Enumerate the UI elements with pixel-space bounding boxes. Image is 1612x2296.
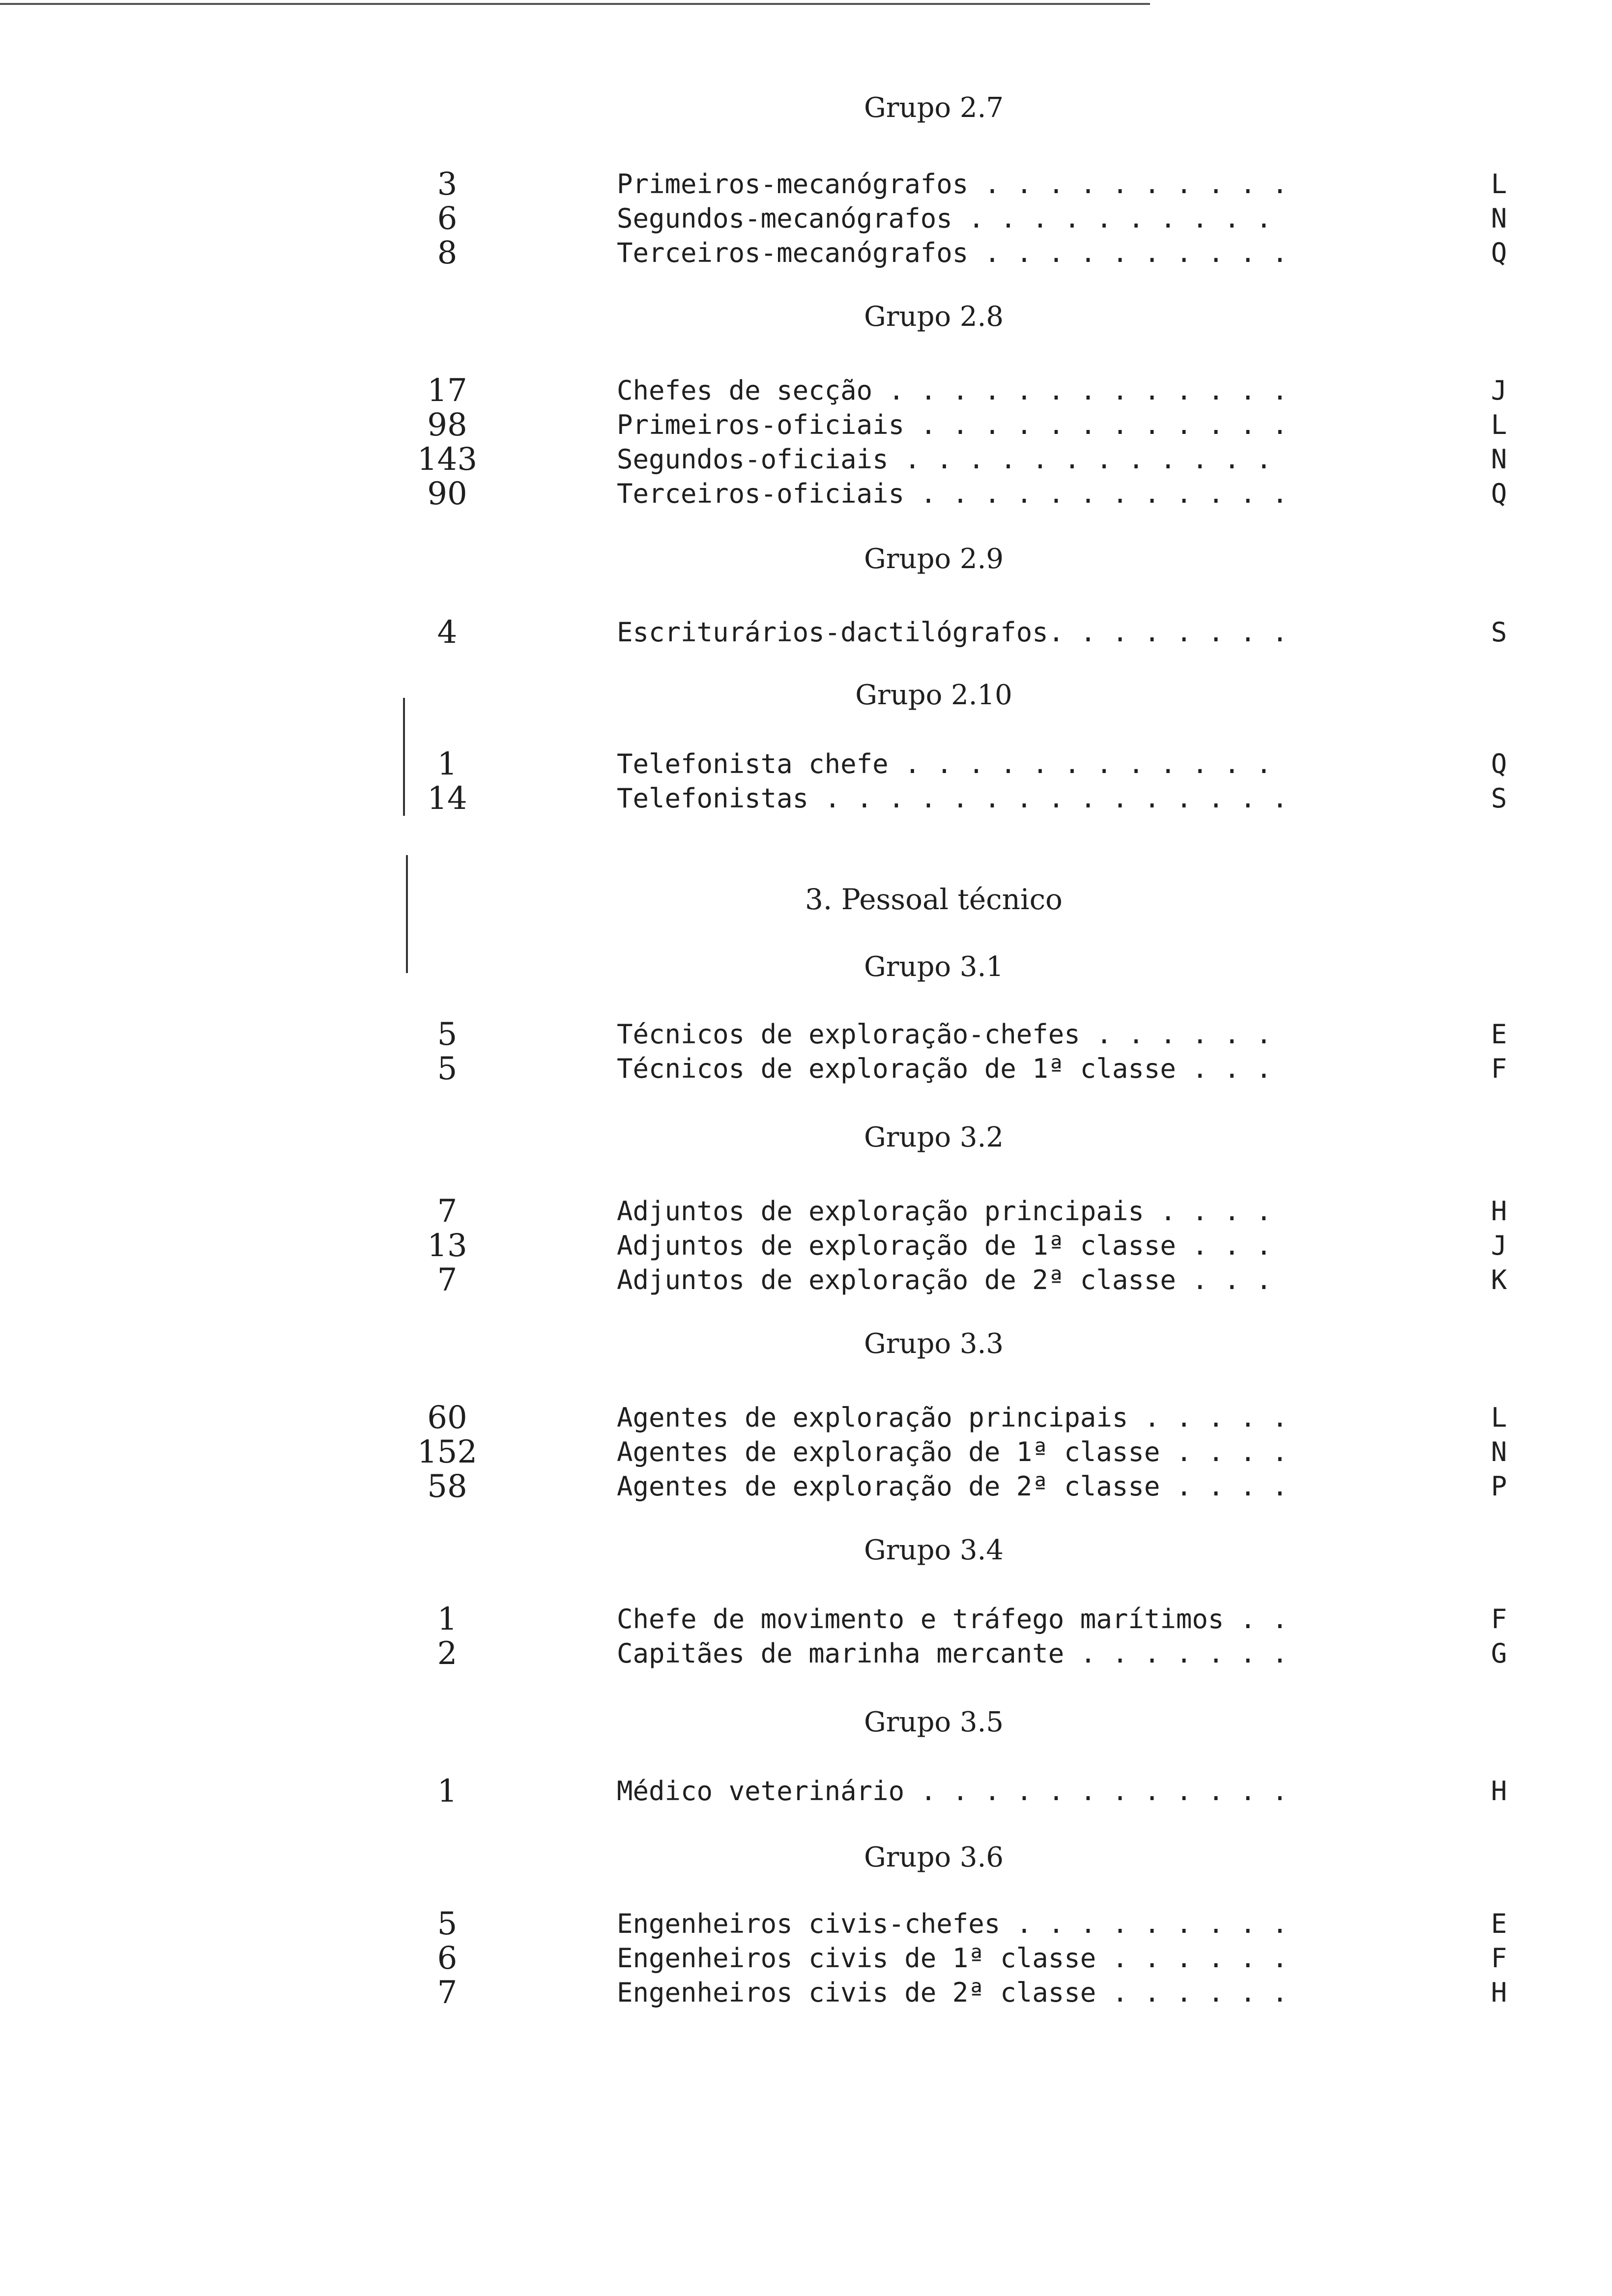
salary-letter: F [1491, 1943, 1507, 1974]
staff-row [0, 1774, 1612, 1808]
group-title: Grupo 2.8 [864, 301, 1004, 333]
staff-count: 17 [427, 373, 467, 409]
group-title: Grupo 3.1 [864, 951, 1004, 983]
staff-category: Terceiros-mecanógrafos . . . . . . . . . . [617, 237, 1288, 268]
staff-row [0, 1401, 1612, 1435]
staff-category: Telefonista chefe . . . . . . . . . . . . [617, 748, 1272, 779]
staff-count: 6 [437, 201, 458, 237]
salary-letter: H [1491, 1977, 1507, 2008]
group-title: Grupo 3.5 [864, 1706, 1004, 1738]
salary-letter: H [1491, 1196, 1507, 1227]
salary-letter: S [1491, 617, 1507, 648]
staff-category: Agentes de exploração de 2ª classe . . . . [617, 1471, 1288, 1502]
salary-letter: H [1491, 1776, 1507, 1807]
staff-category: Técnicos de exploração de 1ª classe . . . [617, 1053, 1272, 1084]
staff-count: 98 [427, 407, 467, 443]
staff-count: 143 [417, 441, 478, 478]
staff-row [0, 1052, 1612, 1086]
staff-category: Técnicos de exploração-chefes . . . . . . [617, 1019, 1272, 1050]
staff-row [0, 1907, 1612, 1941]
staff-count: 14 [427, 780, 467, 817]
staff-row [0, 442, 1612, 477]
staff-count: 3 [437, 166, 458, 202]
group-title: Grupo 2.9 [864, 543, 1004, 575]
staff-row [0, 477, 1612, 511]
group-title: Grupo 3.3 [864, 1328, 1004, 1360]
salary-letter: F [1491, 1053, 1507, 1084]
staff-count: 5 [437, 1906, 458, 1942]
staff-category: Telefonistas . . . . . . . . . . . . . . . [617, 783, 1288, 814]
staff-count: 1 [437, 1601, 458, 1637]
salary-letter: Q [1491, 478, 1507, 509]
staff-count: 58 [427, 1468, 467, 1505]
staff-row [0, 408, 1612, 442]
staff-row [0, 1229, 1612, 1263]
staff-category: Médico veterinário . . . . . . . . . . . . [617, 1776, 1288, 1807]
salary-letter: J [1491, 375, 1507, 406]
staff-row [0, 747, 1612, 781]
staff-category: Terceiros-oficiais . . . . . . . . . . . . [617, 478, 1288, 509]
staff-category: Chefe de movimento e tráfego marítimos . . [617, 1604, 1288, 1635]
staff-category: Segundos-mecanógrafos . . . . . . . . . . [617, 203, 1272, 234]
staff-category: Escriturários-dactilógrafos. . . . . . . . [617, 617, 1288, 648]
salary-letter: J [1491, 1230, 1507, 1261]
staff-count: 1 [437, 1773, 458, 1809]
staff-row [0, 1017, 1612, 1052]
salary-letter: F [1491, 1604, 1507, 1635]
staff-count: 152 [417, 1434, 478, 1470]
salary-letter: L [1491, 169, 1507, 200]
staff-category: Adjuntos de exploração principais . . . . [617, 1196, 1272, 1227]
salary-letter: E [1491, 1019, 1507, 1050]
staff-category: Engenheiros civis-chefes . . . . . . . . . [617, 1908, 1288, 1939]
section-title: 3. Pessoal técnico [805, 883, 1063, 916]
staff-count: 2 [437, 1636, 458, 1672]
staff-row [0, 615, 1612, 650]
salary-letter: G [1491, 1638, 1507, 1669]
staff-row [0, 373, 1612, 408]
salary-letter: K [1491, 1264, 1507, 1295]
staff-category: Adjuntos de exploração de 1ª classe . . . [617, 1230, 1272, 1261]
staff-row [0, 1602, 1612, 1636]
staff-count: 60 [427, 1400, 467, 1436]
group-title: Grupo 3.2 [864, 1121, 1004, 1153]
group-title: Grupo 3.4 [864, 1534, 1004, 1566]
staff-count: 5 [437, 1016, 458, 1053]
staff-count: 7 [437, 1975, 458, 2011]
staff-category: Agentes de exploração de 1ª classe . . . . [617, 1436, 1288, 1467]
staff-count: 6 [437, 1940, 458, 1977]
salary-letter: L [1491, 1402, 1507, 1433]
salary-letter: S [1491, 783, 1507, 814]
salary-letter: E [1491, 1908, 1507, 1939]
group-title: Grupo 2.7 [864, 92, 1004, 124]
group-title: Grupo 2.10 [855, 679, 1012, 711]
staff-category: Engenheiros civis de 2ª classe . . . . . . [617, 1977, 1288, 2008]
staff-count: 5 [437, 1051, 458, 1087]
staff-category: Primeiros-mecanógrafos . . . . . . . . . . [617, 169, 1288, 200]
staff-row [0, 1941, 1612, 1976]
staff-category: Engenheiros civis de 1ª classe . . . . . . [617, 1943, 1288, 1974]
staff-row [0, 236, 1612, 270]
salary-letter: Q [1491, 748, 1507, 779]
staff-count: 90 [427, 476, 467, 512]
staff-count: 7 [437, 1262, 458, 1298]
staff-row [0, 167, 1612, 201]
staff-count: 4 [437, 614, 458, 651]
staff-row [0, 1469, 1612, 1504]
staff-row [0, 201, 1612, 236]
staff-count: 8 [437, 235, 458, 271]
salary-letter: N [1491, 1436, 1507, 1467]
staff-row [0, 1976, 1612, 2010]
staff-row [0, 1194, 1612, 1229]
salary-letter: P [1491, 1471, 1507, 1502]
staff-category: Chefes de secção . . . . . . . . . . . . . [617, 375, 1288, 406]
staff-category: Segundos-oficiais . . . . . . . . . . . . [617, 444, 1272, 475]
staff-category: Primeiros-oficiais . . . . . . . . . . . . [617, 409, 1288, 440]
staff-category: Capitães de marinha mercante . . . . . . . [617, 1638, 1288, 1669]
staff-category: Agentes de exploração principais . . . . . [617, 1402, 1288, 1433]
group-title: Grupo 3.6 [864, 1841, 1004, 1873]
salary-letter: L [1491, 409, 1507, 440]
salary-letter: N [1491, 203, 1507, 234]
staff-count: 7 [437, 1193, 458, 1230]
staff-row [0, 1636, 1612, 1671]
staff-category: Adjuntos de exploração de 2ª classe . . . [617, 1264, 1272, 1295]
salary-letter: Q [1491, 237, 1507, 268]
staff-row [0, 1435, 1612, 1469]
staff-count: 13 [427, 1228, 467, 1264]
staff-count: 1 [437, 746, 458, 782]
staff-row [0, 781, 1612, 816]
salary-letter: N [1491, 444, 1507, 475]
staff-row [0, 1263, 1612, 1297]
